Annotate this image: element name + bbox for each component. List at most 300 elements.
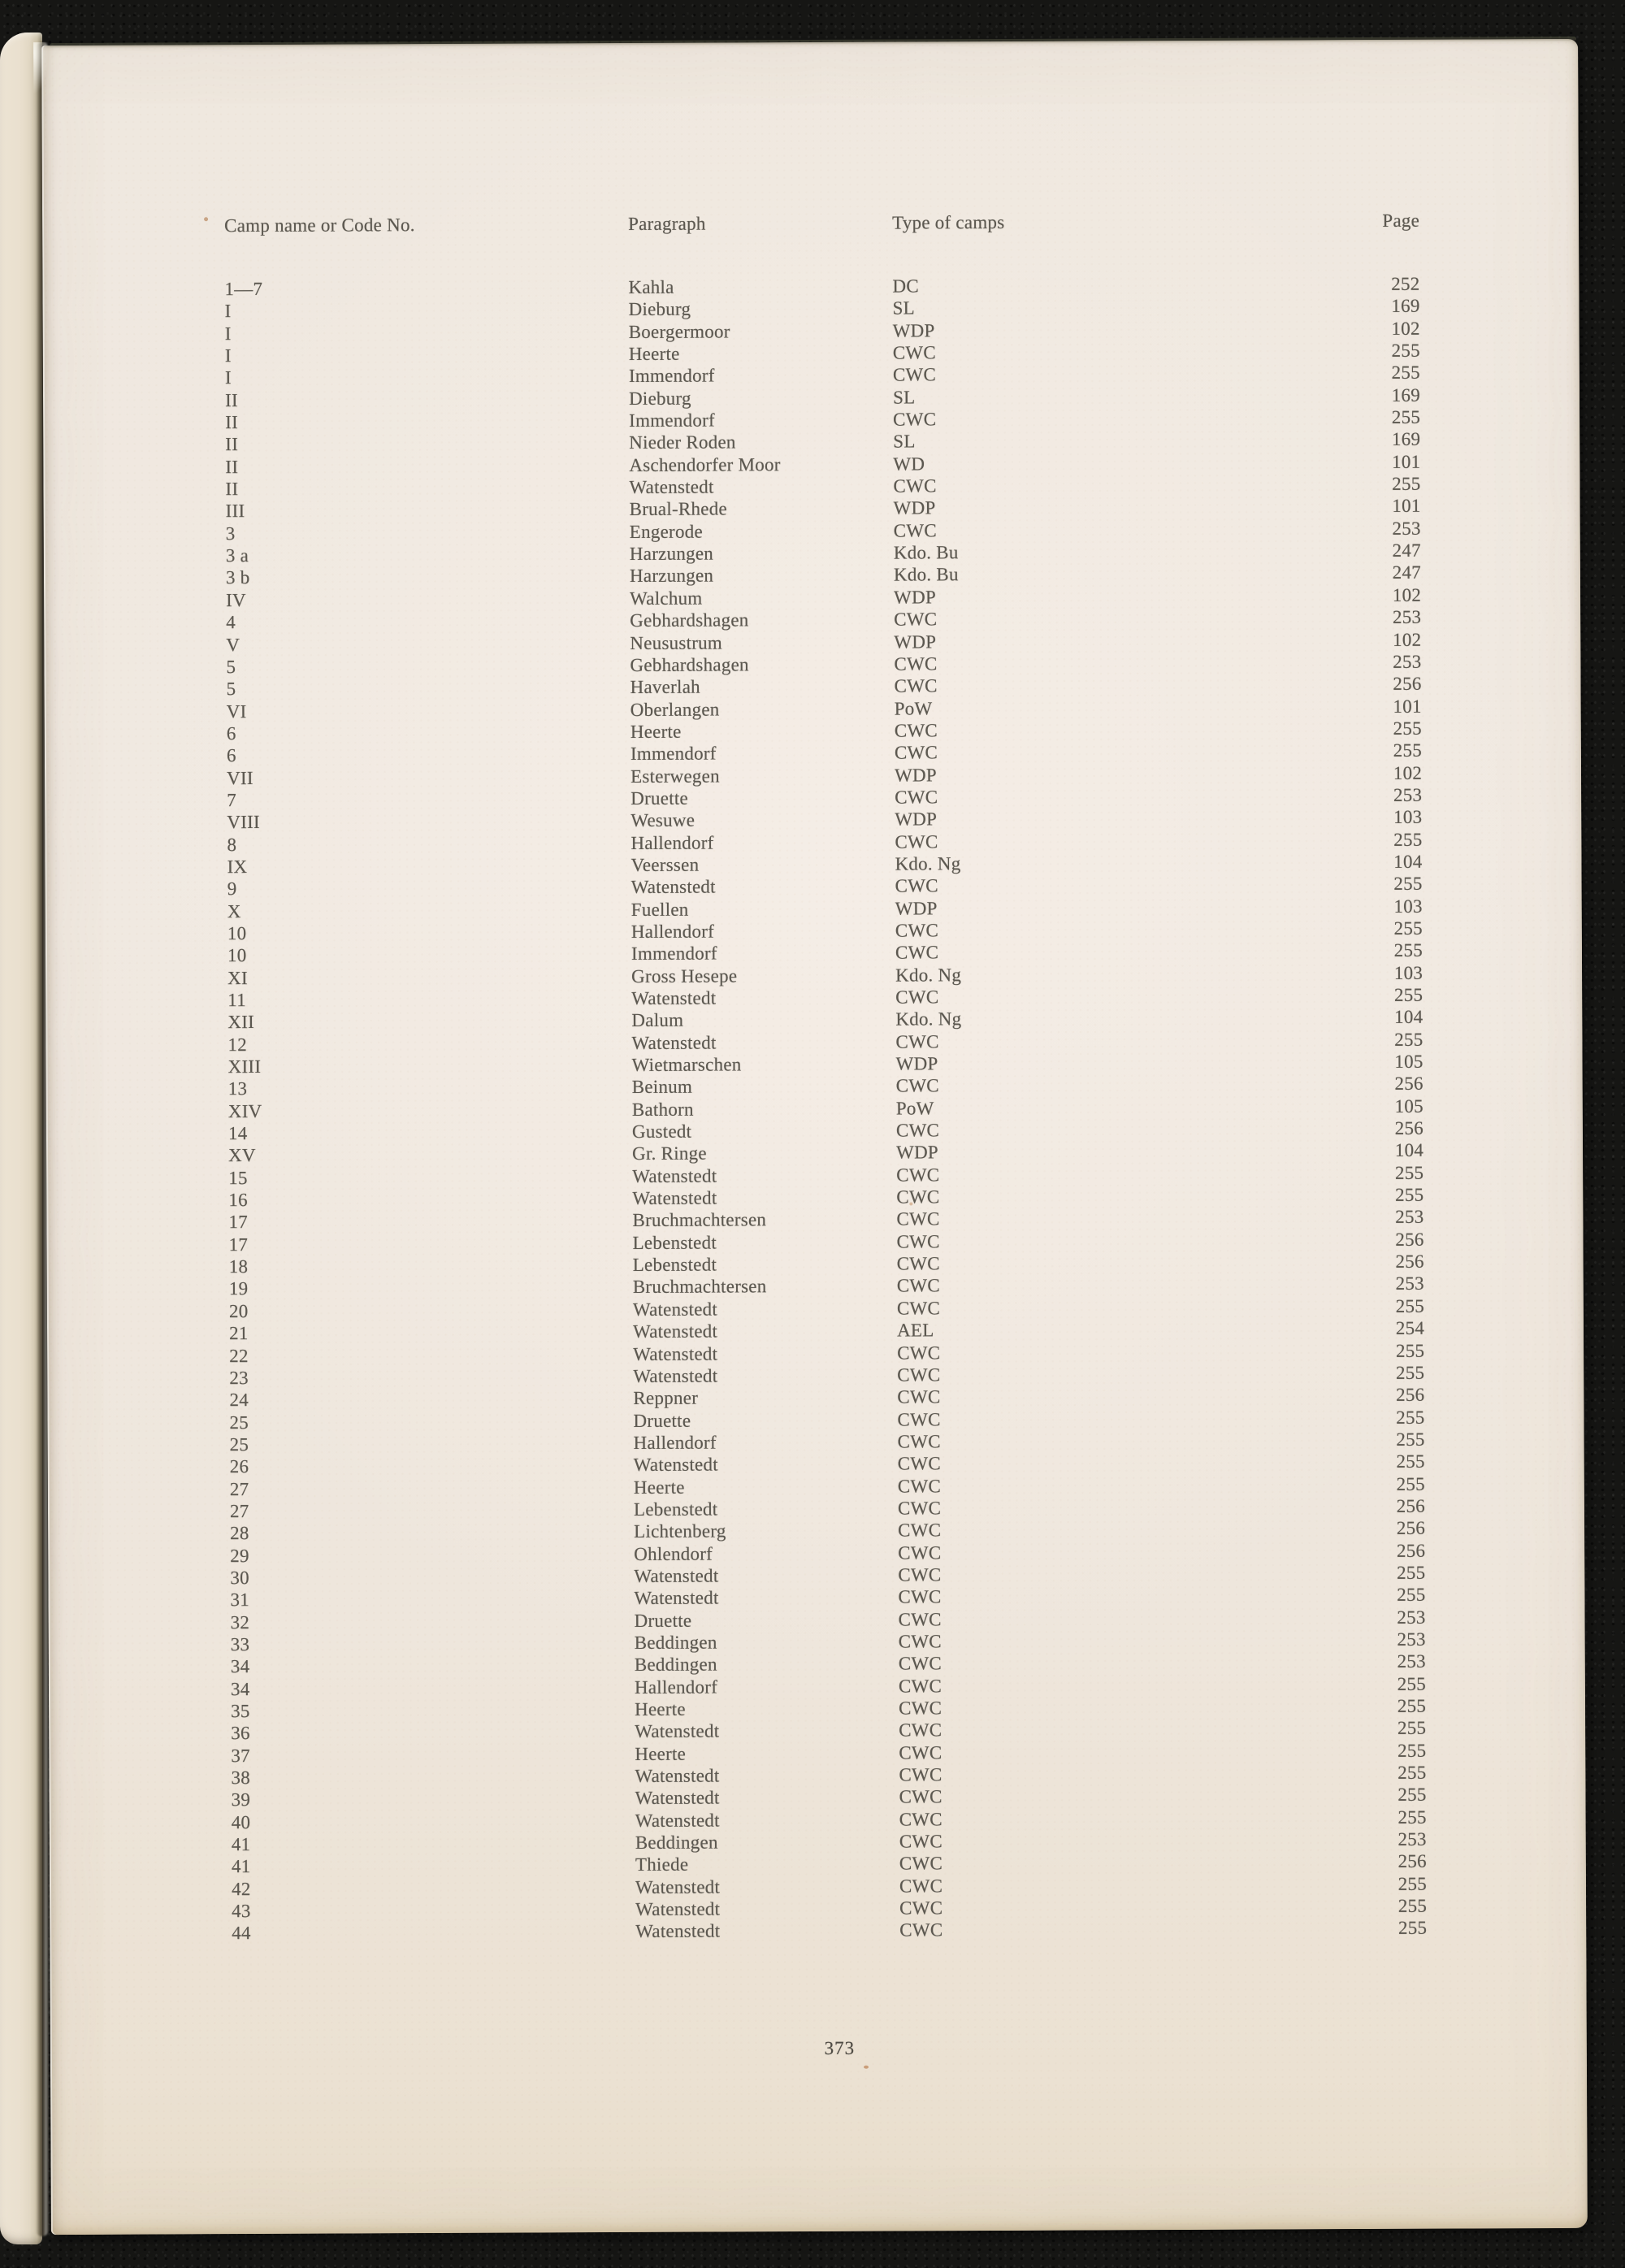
cell-paragraph: Heerte: [635, 1743, 687, 1764]
cell-type: CWC: [899, 1719, 942, 1741]
cell-page: 256: [1395, 1251, 1424, 1273]
cell-code: 27: [229, 1500, 249, 1522]
cell-code: 35: [231, 1701, 250, 1722]
cell-page: 255: [1395, 1295, 1424, 1316]
cell-code: 10: [227, 945, 247, 966]
cell-page: 255: [1395, 1340, 1425, 1361]
col-header-paragraph: Paragraph: [628, 213, 706, 234]
cell-page: 255: [1393, 874, 1423, 895]
cell-type: WDP: [894, 587, 937, 608]
cell-paragraph: Harzungen: [629, 543, 714, 565]
cell-page: 255: [1392, 473, 1421, 494]
cell-code: 26: [229, 1456, 249, 1477]
cell-type: WDP: [895, 809, 938, 830]
cell-type: CWC: [899, 1897, 943, 1919]
cell-page: 255: [1397, 1740, 1427, 1761]
cell-paragraph: Watenstedt: [635, 1765, 720, 1787]
cell-code: 39: [231, 1789, 251, 1810]
cell-code: 5: [226, 679, 236, 700]
cell-code: 43: [232, 1901, 251, 1922]
cell-paragraph: Dieburg: [628, 298, 691, 320]
cell-type: Kdo. Bu: [893, 542, 959, 563]
cell-paragraph: Watenstedt: [634, 1587, 719, 1609]
cell-code: 10: [227, 923, 247, 944]
cell-code: 25: [229, 1433, 249, 1455]
cell-page: 255: [1398, 1873, 1428, 1894]
cell-paragraph: Fuellen: [630, 899, 689, 920]
cell-type: CWC: [897, 1364, 941, 1386]
cell-code: 28: [230, 1523, 249, 1544]
cell-code: 3: [225, 523, 236, 544]
cell-type: CWC: [897, 1408, 941, 1430]
cell-page: 255: [1397, 1673, 1426, 1694]
cell-paragraph: Watenstedt: [635, 1898, 721, 1920]
cell-code: XII: [228, 1012, 255, 1033]
cell-page: 102: [1392, 584, 1422, 605]
cell-paragraph: Ohlendorf: [634, 1543, 713, 1564]
cell-code: 3 a: [225, 545, 249, 566]
cell-code: 9: [227, 878, 237, 900]
table-body: [42, 272, 1586, 1945]
cell-code: XIV: [228, 1100, 262, 1121]
cell-page: 255: [1398, 1895, 1428, 1916]
cell-page: 253: [1395, 1207, 1424, 1228]
cell-paragraph: Bathorn: [631, 1099, 694, 1120]
cell-paragraph: Aschendorfer Moor: [629, 453, 781, 475]
cell-paragraph: Hallendorf: [630, 921, 715, 942]
cell-type: CWC: [898, 1564, 942, 1585]
cell-type: CWC: [895, 1120, 940, 1141]
cell-code: II: [225, 434, 239, 455]
cell-paragraph: Watenstedt: [634, 1565, 719, 1586]
cell-code: 27: [229, 1478, 249, 1499]
cell-type: DC: [892, 275, 919, 297]
cell-page: 256: [1396, 1384, 1425, 1406]
cell-type: AEL: [896, 1320, 934, 1341]
index-table: [41, 39, 1588, 2235]
cell-page: 255: [1396, 1429, 1425, 1450]
cell-paragraph: Gr. Ringe: [632, 1143, 707, 1164]
cell-paragraph: Druette: [634, 1610, 692, 1631]
cell-page: 253: [1392, 518, 1421, 539]
cell-paragraph: Watenstedt: [629, 476, 714, 498]
cell-paragraph: Watenstedt: [635, 1787, 720, 1809]
cell-type: CWC: [893, 409, 937, 430]
cell-paragraph: Watenstedt: [631, 1032, 717, 1053]
cell-paragraph: Watenstedt: [632, 1187, 717, 1209]
book-page: [41, 39, 1588, 2235]
cell-type: Kdo. Bu: [893, 564, 959, 586]
cell-code: 16: [228, 1190, 248, 1211]
cell-paragraph: Lebenstedt: [633, 1498, 718, 1520]
cell-type: CWC: [899, 1853, 943, 1874]
cell-type: CWC: [895, 1031, 939, 1052]
cell-paragraph: Dieburg: [628, 388, 691, 409]
cell-code: 1—7: [224, 278, 263, 300]
col-header-page: Page: [1382, 210, 1420, 231]
cell-page: 256: [1394, 1117, 1424, 1138]
cell-page: 103: [1393, 962, 1424, 983]
cell-type: CWC: [893, 475, 937, 497]
cell-page: 101: [1392, 451, 1421, 472]
cell-page: 255: [1397, 1585, 1426, 1606]
cell-type: PoW: [894, 697, 933, 719]
cell-code: XV: [228, 1145, 256, 1166]
cell-page: 253: [1397, 1628, 1426, 1650]
cell-code: I: [224, 367, 232, 388]
cell-page: 255: [1393, 829, 1423, 850]
cell-code: 23: [229, 1367, 249, 1388]
cell-code: 5: [226, 656, 236, 677]
cell-code: X: [227, 900, 241, 922]
cell-type: SL: [892, 387, 916, 408]
cell-page: 102: [1391, 318, 1420, 339]
cell-code: I: [224, 345, 232, 366]
cell-paragraph: Heerte: [628, 343, 680, 365]
cell-type: CWC: [895, 920, 939, 941]
cell-paragraph: Heerte: [633, 1477, 685, 1498]
cell-type: CWC: [898, 1653, 942, 1674]
cell-type: CWC: [899, 1831, 942, 1852]
cell-paragraph: Watenstedt: [630, 876, 716, 898]
cell-type: CWC: [896, 1186, 940, 1208]
cell-type: WDP: [892, 320, 935, 341]
cell-code: XI: [228, 967, 248, 988]
cell-code: 15: [228, 1167, 248, 1188]
cell-page: 253: [1392, 606, 1422, 628]
cell-type: CWC: [899, 1809, 942, 1830]
cell-page: 255: [1398, 1806, 1427, 1828]
cell-page: 169: [1391, 296, 1420, 317]
cell-page: 253: [1397, 1607, 1426, 1628]
cell-type: CWC: [897, 1498, 942, 1519]
cell-paragraph: Watenstedt: [633, 1365, 718, 1386]
cell-page: 253: [1393, 651, 1422, 672]
cell-page: 255: [1391, 362, 1420, 384]
cell-type: CWC: [892, 364, 937, 385]
cell-type: CWC: [892, 342, 936, 363]
cell-paragraph: Harzungen: [629, 566, 714, 587]
cell-page: 256: [1396, 1540, 1426, 1561]
cell-paragraph: Immendorf: [628, 365, 715, 387]
cell-paragraph: Oberlangen: [630, 699, 720, 720]
cell-type: SL: [892, 297, 915, 319]
cell-type: Kdo. Ng: [895, 853, 961, 874]
cell-paragraph: Beddingen: [634, 1654, 717, 1676]
cell-paragraph: Gebhardshagen: [630, 654, 749, 675]
cell-type: CWC: [894, 653, 938, 674]
cell-page: 104: [1393, 851, 1423, 872]
cell-page: 101: [1393, 696, 1422, 717]
cell-page: 255: [1393, 917, 1423, 939]
cell-page: 253: [1397, 1651, 1426, 1672]
cell-page: 104: [1394, 1140, 1424, 1161]
cell-page: 255: [1397, 1718, 1427, 1739]
cell-paragraph: Watenstedt: [632, 1299, 718, 1320]
cell-code: 38: [231, 1767, 250, 1789]
cell-paragraph: Lebenstedt: [632, 1232, 717, 1253]
cell-code: II: [225, 479, 239, 500]
cell-page: 252: [1391, 273, 1420, 294]
cell-page: 247: [1392, 540, 1421, 562]
cell-type: CWC: [896, 1298, 941, 1319]
cell-paragraph: Veerssen: [630, 854, 700, 875]
cell-page: 256: [1398, 1851, 1427, 1872]
cell-type: CWC: [897, 1342, 941, 1364]
cell-type: WDP: [896, 1142, 939, 1163]
cell-type: CWC: [898, 1608, 942, 1630]
cell-code: 14: [228, 1123, 248, 1144]
cell-paragraph: Brual-Rhede: [629, 498, 727, 520]
cell-code: VI: [226, 700, 247, 722]
cell-code: III: [225, 501, 245, 522]
cell-paragraph: Lebenstedt: [632, 1254, 717, 1276]
cell-paragraph: Beinum: [631, 1077, 693, 1098]
cell-paragraph: Druette: [630, 787, 688, 809]
cell-type: WD: [893, 453, 925, 475]
cell-type: CWC: [898, 1675, 942, 1697]
cell-paragraph: Watenstedt: [631, 987, 717, 1008]
cell-code: 36: [231, 1723, 250, 1744]
cell-code: 3 b: [225, 567, 250, 588]
cell-page: 104: [1394, 1007, 1424, 1028]
cell-page: 256: [1395, 1229, 1424, 1250]
cell-code: 18: [228, 1256, 249, 1277]
cell-code: 34: [230, 1678, 250, 1699]
cell-code: 40: [231, 1811, 251, 1832]
cell-code: 41: [231, 1856, 251, 1877]
cell-type: CWC: [894, 720, 938, 741]
cell-code: 30: [230, 1567, 249, 1589]
cell-page: 256: [1394, 1073, 1424, 1095]
cell-paragraph: Hallendorf: [633, 1432, 717, 1453]
cell-page: 103: [1393, 806, 1423, 828]
cell-type: CWC: [894, 675, 938, 696]
cell-paragraph: Beddingen: [635, 1832, 718, 1854]
cell-page: 255: [1397, 1695, 1427, 1716]
cell-page: 255: [1396, 1407, 1425, 1428]
cell-page: 256: [1396, 1517, 1426, 1539]
cell-type: Kdo. Ng: [895, 1008, 962, 1030]
cell-paragraph: Engerode: [629, 521, 703, 542]
cell-code: I: [224, 301, 232, 322]
cell-code: 42: [231, 1878, 251, 1899]
cell-code: 33: [230, 1634, 250, 1655]
cell-code: II: [225, 412, 239, 433]
cell-code: 22: [229, 1345, 249, 1366]
cell-paragraph: Esterwegen: [630, 765, 720, 787]
cell-code: 11: [228, 990, 246, 1011]
cell-page: 255: [1397, 1562, 1426, 1583]
cell-code: 6: [226, 722, 236, 744]
cell-page: 255: [1393, 984, 1424, 1005]
cell-paragraph: Watenstedt: [635, 1920, 721, 1942]
cell-page: 253: [1398, 1828, 1427, 1850]
cell-paragraph: Heerte: [635, 1698, 686, 1719]
cell-code: 41: [231, 1834, 251, 1855]
cell-paragraph: Druette: [633, 1410, 691, 1431]
cell-type: CWC: [895, 787, 938, 808]
cell-page: 253: [1393, 784, 1423, 805]
cell-type: CWC: [895, 987, 939, 1008]
cell-type: CWC: [898, 1520, 942, 1541]
cell-type: CWC: [894, 609, 938, 630]
cell-code: 31: [230, 1589, 250, 1611]
cell-paragraph: Lichtenberg: [634, 1520, 726, 1542]
cell-page: 101: [1392, 496, 1421, 517]
cell-page: 255: [1396, 1451, 1425, 1472]
col-header-type: Type of camps: [892, 211, 1005, 233]
table-header: [42, 209, 1579, 238]
cell-code: 19: [228, 1278, 249, 1299]
cell-page: 256: [1396, 1495, 1426, 1516]
cell-type: Kdo. Ng: [895, 964, 962, 986]
cell-code: 25: [229, 1412, 249, 1433]
cell-page: 255: [1395, 1184, 1424, 1205]
cell-code: 29: [230, 1545, 249, 1566]
cell-code: XIII: [228, 1056, 262, 1078]
cell-paragraph: Watenstedt: [633, 1343, 718, 1364]
cell-paragraph: Haverlah: [630, 676, 700, 698]
cell-type: CWC: [899, 1786, 942, 1807]
cell-paragraph: Dalum: [631, 1010, 684, 1031]
cell-page: 255: [1398, 1784, 1427, 1806]
cell-code: IX: [227, 856, 248, 878]
cell-page: 247: [1392, 562, 1422, 583]
cell-type: PoW: [895, 1098, 934, 1119]
cell-code: 4: [226, 612, 236, 633]
cell-page: 255: [1393, 718, 1422, 739]
cell-type: CWC: [895, 1075, 939, 1096]
cell-type: CWC: [894, 742, 938, 763]
cell-page: 255: [1395, 1362, 1425, 1383]
cell-paragraph: Watenstedt: [632, 1165, 717, 1186]
cell-paragraph: Immendorf: [629, 410, 715, 431]
cell-type: WDP: [895, 1053, 938, 1074]
cell-type: CWC: [898, 1542, 942, 1563]
cell-type: CWC: [898, 1631, 942, 1652]
cell-type: CWC: [899, 1764, 942, 1785]
cell-type: CWC: [895, 875, 938, 896]
cell-type: SL: [893, 431, 916, 452]
cell-code: VII: [227, 767, 254, 788]
cell-code: 37: [231, 1745, 250, 1766]
cell-page: 255: [1394, 1029, 1424, 1050]
cell-type: CWC: [897, 1453, 941, 1474]
cell-type: WDP: [893, 497, 936, 519]
col-header-camp-name: Camp name or Code No.: [224, 215, 415, 236]
cell-type: CWC: [897, 1475, 942, 1497]
cell-page: 169: [1391, 429, 1421, 450]
cell-paragraph: Watenstedt: [635, 1876, 721, 1897]
cell-code: 44: [232, 1923, 251, 1944]
cell-paragraph: Watenstedt: [635, 1720, 720, 1742]
cell-code: II: [225, 456, 239, 477]
cell-paragraph: Gross Hesepe: [631, 965, 738, 987]
cell-paragraph: Beddingen: [634, 1632, 717, 1653]
cell-code: 7: [227, 790, 236, 811]
cell-paragraph: Heerte: [630, 721, 682, 742]
cell-paragraph: Walchum: [630, 588, 703, 609]
cell-page: 255: [1391, 340, 1420, 361]
cell-type: WDP: [895, 897, 938, 919]
cell-type: CWC: [899, 1919, 943, 1941]
cell-page: 255: [1396, 1473, 1425, 1494]
cell-paragraph: Immendorf: [630, 743, 717, 765]
cell-type: CWC: [896, 1208, 940, 1229]
cell-code: 21: [228, 1323, 249, 1344]
cell-page: 102: [1393, 762, 1423, 783]
cell-page: 102: [1393, 629, 1422, 650]
cell-code: 32: [230, 1611, 250, 1633]
cell-paragraph: Immendorf: [630, 943, 717, 965]
cell-page: 253: [1395, 1273, 1424, 1294]
cell-type: CWC: [899, 1698, 942, 1719]
cell-page: 255: [1394, 1162, 1424, 1183]
cell-paragraph: Watenstedt: [632, 1320, 718, 1342]
cell-paragraph: Bruchmachtersen: [632, 1209, 767, 1231]
cell-type: CWC: [896, 1275, 940, 1297]
cell-paragraph: Reppner: [633, 1387, 699, 1409]
cell-page: 169: [1391, 384, 1421, 405]
page-number: 373: [824, 2037, 856, 2058]
cell-code: IV: [226, 589, 246, 610]
cell-page: 105: [1394, 1051, 1424, 1072]
cell-code: 24: [229, 1390, 249, 1411]
cell-code: 20: [228, 1300, 249, 1321]
cell-paragraph: Boergermoor: [628, 321, 730, 342]
cell-code: 17: [228, 1234, 249, 1255]
cell-page: 256: [1393, 673, 1422, 695]
cell-type: CWC: [895, 830, 938, 852]
cell-page: 255: [1393, 940, 1424, 961]
cell-paragraph: Hallendorf: [630, 832, 714, 853]
cell-paragraph: Wietmarschen: [631, 1054, 742, 1076]
cell-code: 6: [226, 745, 236, 766]
cell-paragraph: Gustedt: [631, 1121, 692, 1143]
cell-paragraph: Gebhardshagen: [630, 609, 749, 631]
cell-code: 17: [228, 1212, 249, 1233]
cell-code: II: [224, 389, 238, 410]
cell-paragraph: Hallendorf: [634, 1676, 718, 1698]
cell-page: 255: [1398, 1918, 1428, 1939]
cell-type: WDP: [894, 631, 937, 653]
cell-type: CWC: [893, 520, 937, 541]
cell-paragraph: Thiede: [635, 1854, 689, 1876]
cell-code: 34: [230, 1656, 250, 1677]
cell-paragraph: Watenstedt: [633, 1454, 718, 1476]
cell-paragraph: Nieder Roden: [629, 431, 736, 453]
cell-code: VIII: [227, 812, 260, 833]
cell-paragraph: Bruchmachtersen: [632, 1276, 767, 1298]
cell-type: CWC: [899, 1876, 943, 1897]
cell-code: 12: [228, 1034, 248, 1055]
cell-type: CWC: [896, 1231, 940, 1252]
cell-paragraph: Wesuwe: [630, 809, 696, 831]
cell-page: 255: [1393, 739, 1422, 761]
cell-type: CWC: [898, 1586, 942, 1607]
cell-type: CWC: [895, 942, 939, 963]
cell-page: 255: [1391, 406, 1421, 427]
cell-page: 103: [1393, 895, 1423, 917]
cell-type: WDP: [895, 764, 937, 786]
cell-code: V: [226, 634, 240, 655]
cell-code: 13: [228, 1078, 248, 1099]
cell-page: 105: [1394, 1095, 1424, 1117]
cell-paragraph: Kahla: [628, 276, 674, 297]
cell-page: 255: [1398, 1762, 1427, 1783]
cell-paragraph: Watenstedt: [635, 1810, 720, 1831]
